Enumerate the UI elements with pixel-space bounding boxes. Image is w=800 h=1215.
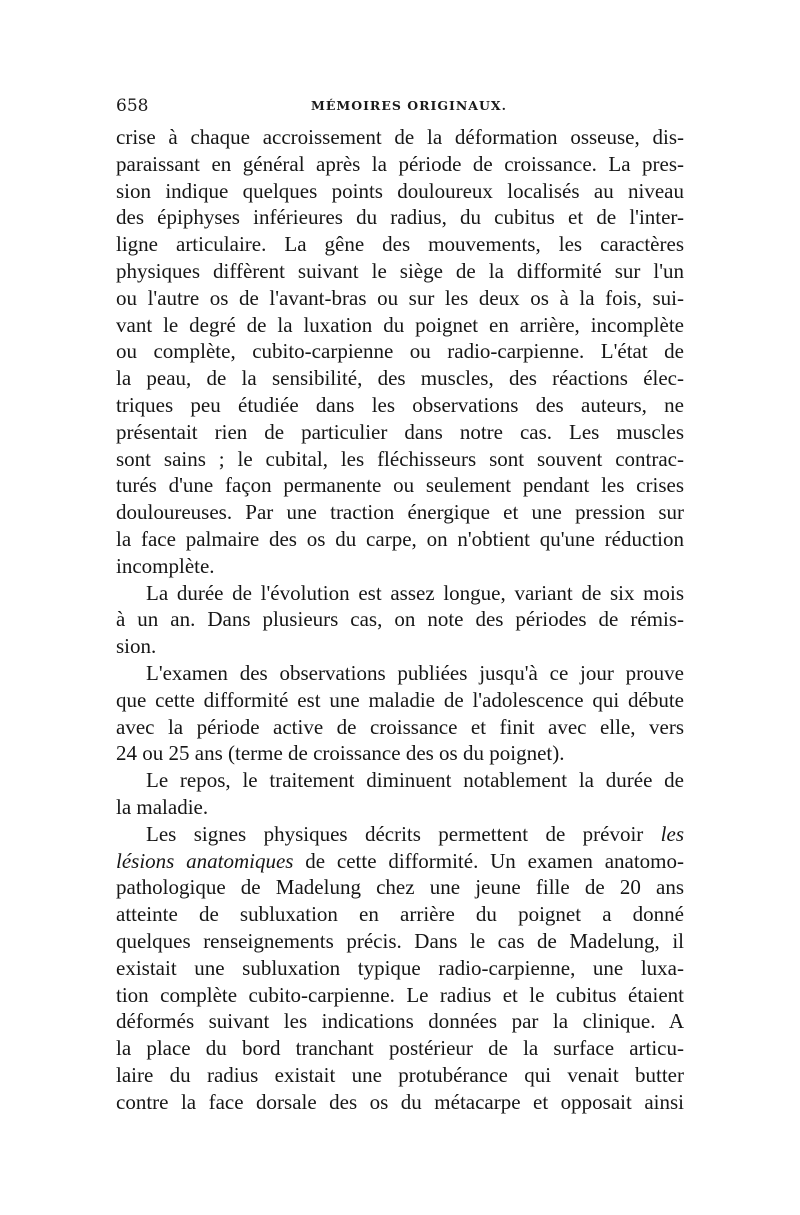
text-line: ou complète, cubito-carpienne ou radio-carpienne. L'état de [116, 339, 684, 364]
text-line: incomplète. [116, 553, 215, 578]
text-line: paraissant en général après la période de croissance. La pres- [116, 151, 684, 176]
text-line: crise à chaque accroissement de la déformation osseuse, dis- [116, 125, 684, 149]
text-line [116, 848, 684, 875]
text-line: La durée de l'évolution est assez longue, variant de six mois [146, 580, 684, 605]
text-line: tion complète cubito-carpienne. Le radius et le cubitus étaient [116, 982, 684, 1007]
text-line: présentait rien de particulier dans notre cas. Les muscles [116, 419, 684, 444]
paragraph-2 [116, 580, 684, 660]
text-line: contre la face dorsale des os du métacarpe et opposait ainsi [116, 1089, 684, 1114]
text-line: avec la période active de croissance et finit avec elle, vers [116, 714, 684, 739]
text-line: Le repos, le traitement diminuent notablement la durée de [146, 768, 684, 793]
italic-text: les [660, 821, 684, 846]
paragraph-1 [116, 124, 684, 580]
text-line: 24 ou 25 ans (terme de croissance des os du poignet). [116, 741, 565, 766]
text-line: existait une subluxation typique radio-carpienne, une luxa- [116, 955, 684, 980]
text-line: sion indique quelques points douloureux localisés au niveau [116, 178, 684, 203]
text-line [116, 821, 684, 848]
paragraph-4 [116, 767, 684, 821]
text-line: pathologique de Madelung chez une jeune fille de 20 ans [116, 875, 684, 900]
text-line: la face palmaire des os du carpe, on n'obtient qu'une réduction [116, 526, 684, 551]
text-line: des épiphyses inférieures du radius, du cubitus et de l'inter- [116, 205, 684, 230]
text-line: à un an. Dans plusieurs cas, on note des périodes de rémis- [116, 607, 684, 632]
text-line: déformés suivant les indications données par la clinique. A [116, 1009, 684, 1034]
text-fragment: Les signes physiques décrits permettent de prévoir [146, 821, 644, 846]
text-line: ligne articulaire. La gêne des mouvements, les caractères [116, 232, 684, 257]
text-line: physiques diffèrent suivant le siège de la difformité sur l'un [116, 258, 684, 283]
text-line: la place du bord tranchant postérieur de la surface articu- [116, 1036, 684, 1061]
text-line: ou l'autre os de l'avant-bras ou sur les deux os à la fois, sui- [116, 285, 684, 310]
running-title: MÉMOIRES ORIGINAUX. [311, 98, 507, 113]
italic-text: lésions anatomiques [116, 848, 294, 873]
text-line: la maladie. [116, 794, 209, 819]
page-header [116, 96, 684, 120]
text-line: quelques renseignements précis. Dans le cas de Madelung, il [116, 928, 684, 953]
text-line: L'examen des observations publiées jusqu'à ce jour prouve [146, 660, 684, 685]
text-line: la peau, de la sensibilité, des muscles, des réactions élec- [116, 366, 684, 391]
text-fragment: de cette difformité. Un examen anatomo- [305, 848, 685, 873]
text-line: que cette difformité est une maladie de l'adolescence qui débute [116, 687, 684, 712]
text-line: sion. [116, 634, 157, 659]
body-text [116, 124, 684, 1115]
text-line: laire du radius existait une protubérance qui venait butter [116, 1062, 684, 1087]
text-line: douloureuses. Par une traction énergique et une pression sur [116, 500, 684, 525]
text-line: triques peu étudiée dans les observations des auteurs, ne [116, 392, 684, 417]
page-number: 658 [116, 96, 149, 116]
paragraph-5 [116, 821, 684, 1116]
text-line: vant le degré de la luxation du poignet en arrière, incomplète [116, 312, 684, 337]
text-line: atteinte de subluxation en arrière du poignet a donné [116, 902, 684, 927]
text-line: turés d'une façon permanente ou seulement pendant les crises [116, 473, 684, 498]
text-line: sont sains ; le cubital, les fléchisseurs sont souvent contrac- [116, 446, 684, 471]
paragraph-3 [116, 660, 684, 767]
